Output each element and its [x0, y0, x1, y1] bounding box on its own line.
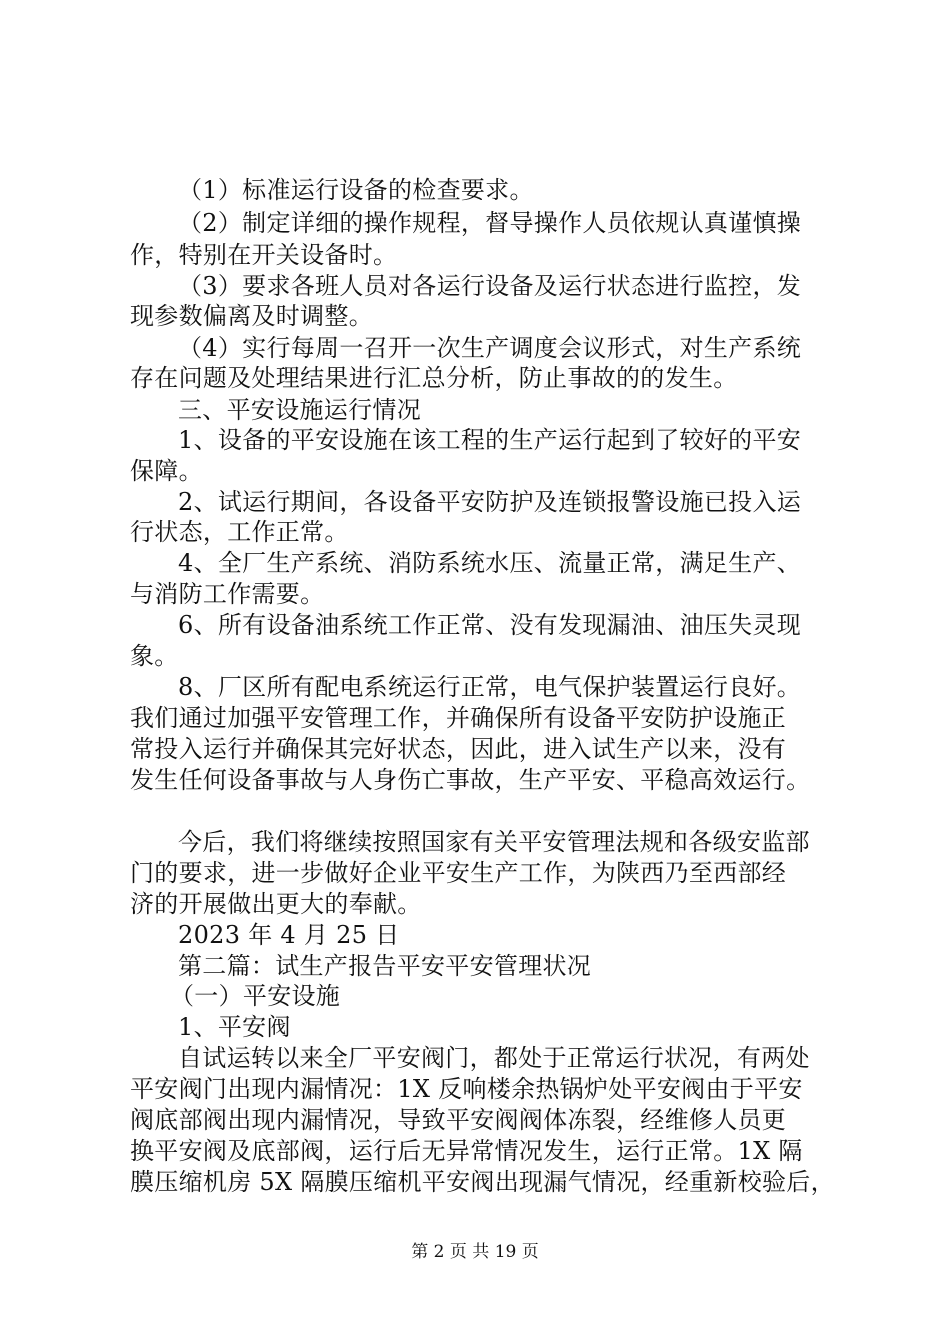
text-line-4: （3）要求各班人员对各运行设备及运行状态进行监控，发 [178, 272, 802, 300]
text-line-5: 现参数偏离及时调整。 [130, 302, 373, 330]
text-line-18: 我们通过加强平安管理工作，并确保所有设备平安防护设施正 [130, 704, 787, 732]
text-line-14: 与消防工作需要。 [130, 580, 325, 608]
text-line-6: （4）实行每周一召开一次生产调度会议形式，对生产系统 [178, 334, 802, 362]
text-line-2: （2）制定详细的操作规程，督导操作人员依规认真谨慎操 [178, 209, 802, 237]
text-line-1: （1）标准运行设备的检查要求。 [178, 176, 534, 204]
text-line-12: 行状态，工作正常。 [130, 518, 349, 546]
text-line-32: 膜压缩机房 5X 隔膜压缩机平安阀出现漏气情况，经重新校验后， [130, 1168, 835, 1196]
text-line-31: 换平安阀及底部阀，运行后无异常情况发生，运行正常。1X 隔 [130, 1137, 803, 1165]
text-line-22: 门的要求，进一步做好企业平安生产工作，为陕西乃至西部经 [130, 859, 787, 887]
date-line: 2023 年 4 月 25 日 [178, 921, 400, 949]
text-line-16: 象。 [130, 642, 179, 670]
text-line-29: 平安阀门出现内漏情况：1X 反响楼余热锅炉处平安阀由于平安 [130, 1075, 803, 1103]
text-line-20: 发生任何设备事故与人身伤亡事故，生产平安、平稳高效运行。 [130, 766, 811, 794]
text-line-19: 常投入运行并确保其完好状态，因此，进入试生产以来，没有 [130, 735, 787, 763]
text-line-3: 作，特别在开关设备时。 [130, 241, 398, 269]
text-line-10: 保障。 [130, 457, 203, 485]
text-line-21: 今后，我们将继续按照国家有关平安管理法规和各级安监部 [178, 828, 810, 856]
text-line-17: 8、厂区所有配电系统运行正常，电气保护装置运行良好。 [178, 673, 802, 701]
page-number-footer: 第 2 页 共 19 页 [411, 1242, 539, 1262]
text-line-30: 阀底部阀出现内漏情况，导致平安阀阀体冻裂，经维修人员更 [130, 1106, 787, 1134]
subsection-heading: （一）平安设施 [170, 982, 341, 1010]
text-line-11: 2、试运行期间，各设备平安防护及连锁报警设施已投入运 [178, 488, 802, 516]
text-line-15: 6、所有设备油系统工作正常、没有发现漏油、油压失灵现 [178, 611, 802, 639]
text-line-7: 存在问题及处理结果进行汇总分析，防止事故的的发生。 [130, 364, 738, 392]
text-line-28: 自试运转以来全厂平安阀门，都处于正常运行状况，有两处 [178, 1044, 810, 1072]
text-line-23: 济的开展做出更大的奉献。 [130, 890, 422, 918]
text-line-13: 4、全厂生产系统、消防系统水压、流量正常，满足生产、 [178, 549, 802, 577]
item-heading: 1、平安阀 [178, 1013, 291, 1041]
text-line-9: 1、设备的平安设施在该工程的生产运行起到了较好的平安 [178, 426, 802, 454]
section-heading-3: 三、平安设施运行情况 [178, 396, 421, 424]
chapter-title: 第二篇：试生产报告平安平安管理状况 [178, 952, 592, 980]
